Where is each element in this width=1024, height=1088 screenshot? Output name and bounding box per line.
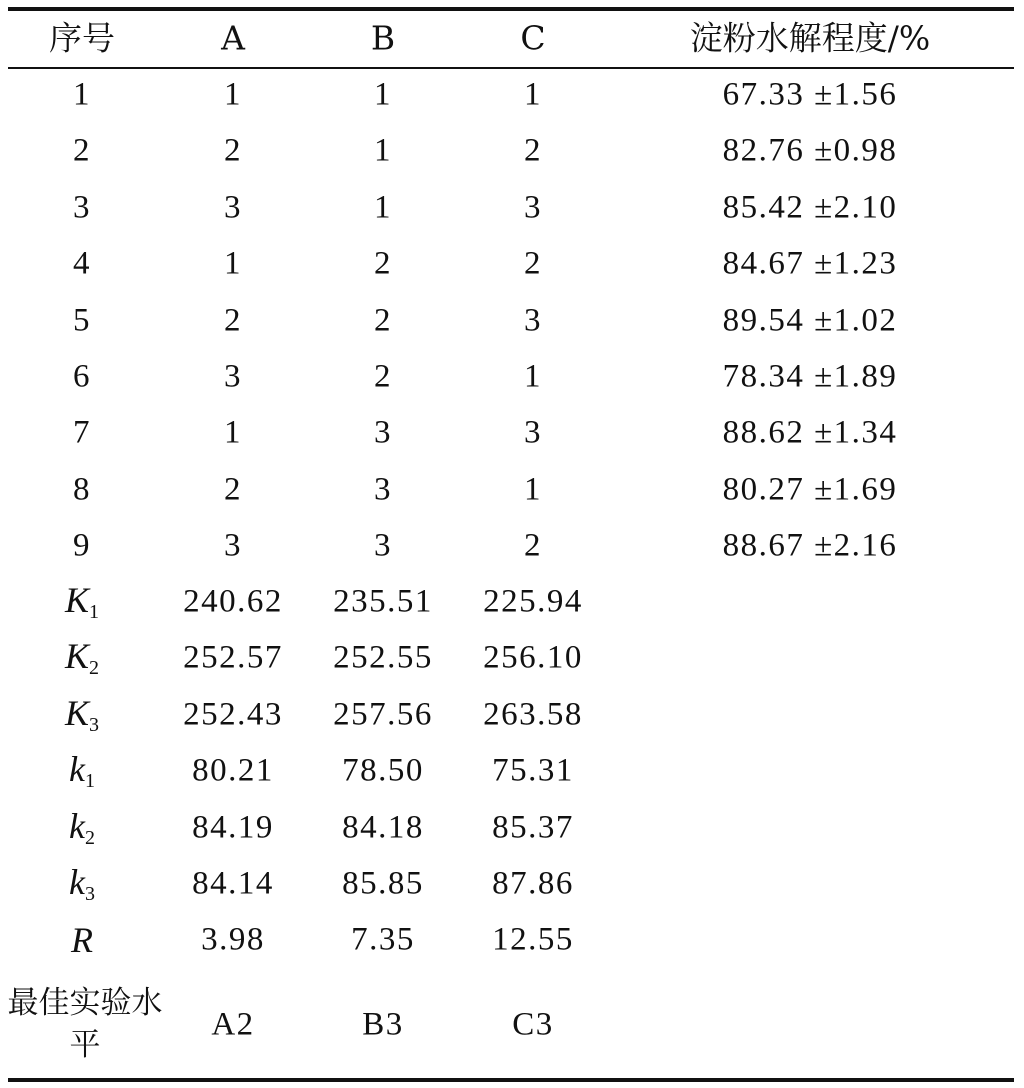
stat-label-main: k [69,749,85,790]
table-cell-r2-c4: 82.76 ±0.98 [722,132,898,169]
table-cell-r6-c4: 78.34 ±1.89 [722,358,898,395]
table-cell-r1-c2: 1 [374,76,392,113]
stat-value: 235.51 [333,583,433,620]
stat-label [64,692,100,736]
stat-value: 3.98 [201,921,265,958]
table-cell-r7-c4: 88.62 ±1.34 [722,414,898,451]
stat-value: 225.94 [483,583,583,620]
stat-value: 84.19 [192,809,274,846]
table-cell-r3-c2: 1 [374,189,392,226]
table-cell-r6-c0: 6 [73,358,91,395]
table-cell-r7-c0: 7 [73,414,91,451]
header-cell-3: C [520,18,546,58]
table-cell-r5-c4: 89.54 ±1.02 [722,302,898,339]
table-cell-r5-c1: 2 [224,302,242,339]
table-cell-r2-c2: 1 [374,132,392,169]
table-cell-r1-c4: 67.33 ±1.56 [722,76,898,113]
table-cell-r4-c4: 84.67 ±1.23 [722,245,898,282]
stat-value: 85.85 [342,865,424,902]
stat-label [65,638,99,678]
table-cell-r5-c0: 5 [73,302,91,339]
table-cell-r3-c4: 85.42 ±2.10 [722,189,898,226]
table-cell-r9-c3: 2 [524,527,542,564]
table-cell-r1-c1: 1 [224,76,242,113]
table-cell-r4-c2: 2 [374,245,392,282]
stat-label-main: k [69,862,85,902]
table-cell-r9-c2: 3 [374,527,392,564]
table-cell-r3-c0: 3 [73,189,91,226]
table-cell-r4-c3: 2 [524,245,542,282]
stat-label-subscript: 2 [89,657,100,680]
table-cell-r6-c2: 2 [374,358,392,395]
table-cell-r4-c0: 4 [73,245,91,282]
table-cell-r8-c2: 3 [374,471,392,508]
stat-value: 256.10 [483,639,583,676]
table-cell-r6-c3: 1 [524,358,542,395]
stat-value: 263.58 [483,696,583,733]
stat-label [69,805,95,849]
stat-value: 84.18 [342,809,424,846]
table-cell-r2-c3: 2 [524,132,542,169]
best-level-value: B3 [362,1006,404,1043]
stat-label-subscript: 1 [84,770,95,793]
stat-label [71,920,93,961]
table-cell-r5-c2: 2 [374,302,392,339]
best-level-value: C3 [512,1006,554,1043]
table-cell-r8-c0: 8 [73,471,91,508]
stat-label-subscript: 2 [84,826,95,849]
stat-value: 7.35 [351,921,415,958]
stat-label-main: R [71,920,93,961]
stat-value: 240.62 [183,583,283,620]
table-cell-r2-c0: 2 [73,132,91,169]
stat-label-main: k [69,805,85,846]
table-cell-r3-c1: 3 [224,189,242,226]
stat-value: 85.37 [492,809,574,846]
stat-label-subscript: 3 [84,883,95,905]
table-cell-r9-c0: 9 [73,527,91,564]
table-cell-r7-c3: 3 [524,414,542,451]
best-level-value: A2 [211,1006,255,1043]
table-cell-r7-c2: 3 [374,414,392,451]
stat-label-main: K [64,636,90,677]
stat-label-subscript: 1 [89,601,100,623]
table-cell-r1-c3: 1 [524,76,542,113]
stat-value: 252.43 [183,696,283,733]
stat-value: 78.50 [342,752,424,789]
stat-value: 75.31 [492,752,574,789]
stat-value: 12.55 [492,921,574,958]
best-level-label: 最佳实验水平 [7,985,163,1063]
table-cell-r9-c1: 3 [224,527,242,564]
stat-label-main: K [64,692,90,733]
stat-value: 252.57 [183,639,283,676]
stat-label [65,582,99,622]
stat-label [69,864,95,904]
table-cell-r4-c1: 1 [224,245,242,282]
header-rule [8,67,1014,69]
stat-value: 257.56 [333,696,433,733]
stat-value: 87.86 [492,865,574,902]
header-cell-1: A [221,18,245,58]
stat-label [69,751,95,791]
table-cell-r5-c3: 3 [524,302,542,339]
table-cell-r3-c3: 3 [524,189,542,226]
stat-label-main: K [64,580,90,620]
header-cell-4: 淀粉水解程度/% [689,18,931,58]
table-cell-r8-c3: 1 [524,471,542,508]
stat-value: 84.14 [192,865,274,902]
stat-value: 80.21 [192,752,274,789]
table-cell-r1-c0: 1 [73,76,91,113]
header-cell-2: B [370,18,396,58]
header-cell-0: 序号 [49,18,115,58]
stat-label-subscript: 3 [89,713,100,736]
table-cell-r2-c1: 2 [224,132,242,169]
table-cell-r8-c1: 2 [224,471,242,508]
table-cell-r9-c4: 88.67 ±2.16 [722,527,898,564]
table-cell-r7-c1: 1 [224,414,242,451]
stat-value: 252.55 [333,639,433,676]
bottom-rule [8,1078,1014,1082]
table-cell-r6-c1: 3 [224,358,242,395]
table-cell-r8-c4: 80.27 ±1.69 [722,471,898,508]
top-rule [8,7,1014,11]
